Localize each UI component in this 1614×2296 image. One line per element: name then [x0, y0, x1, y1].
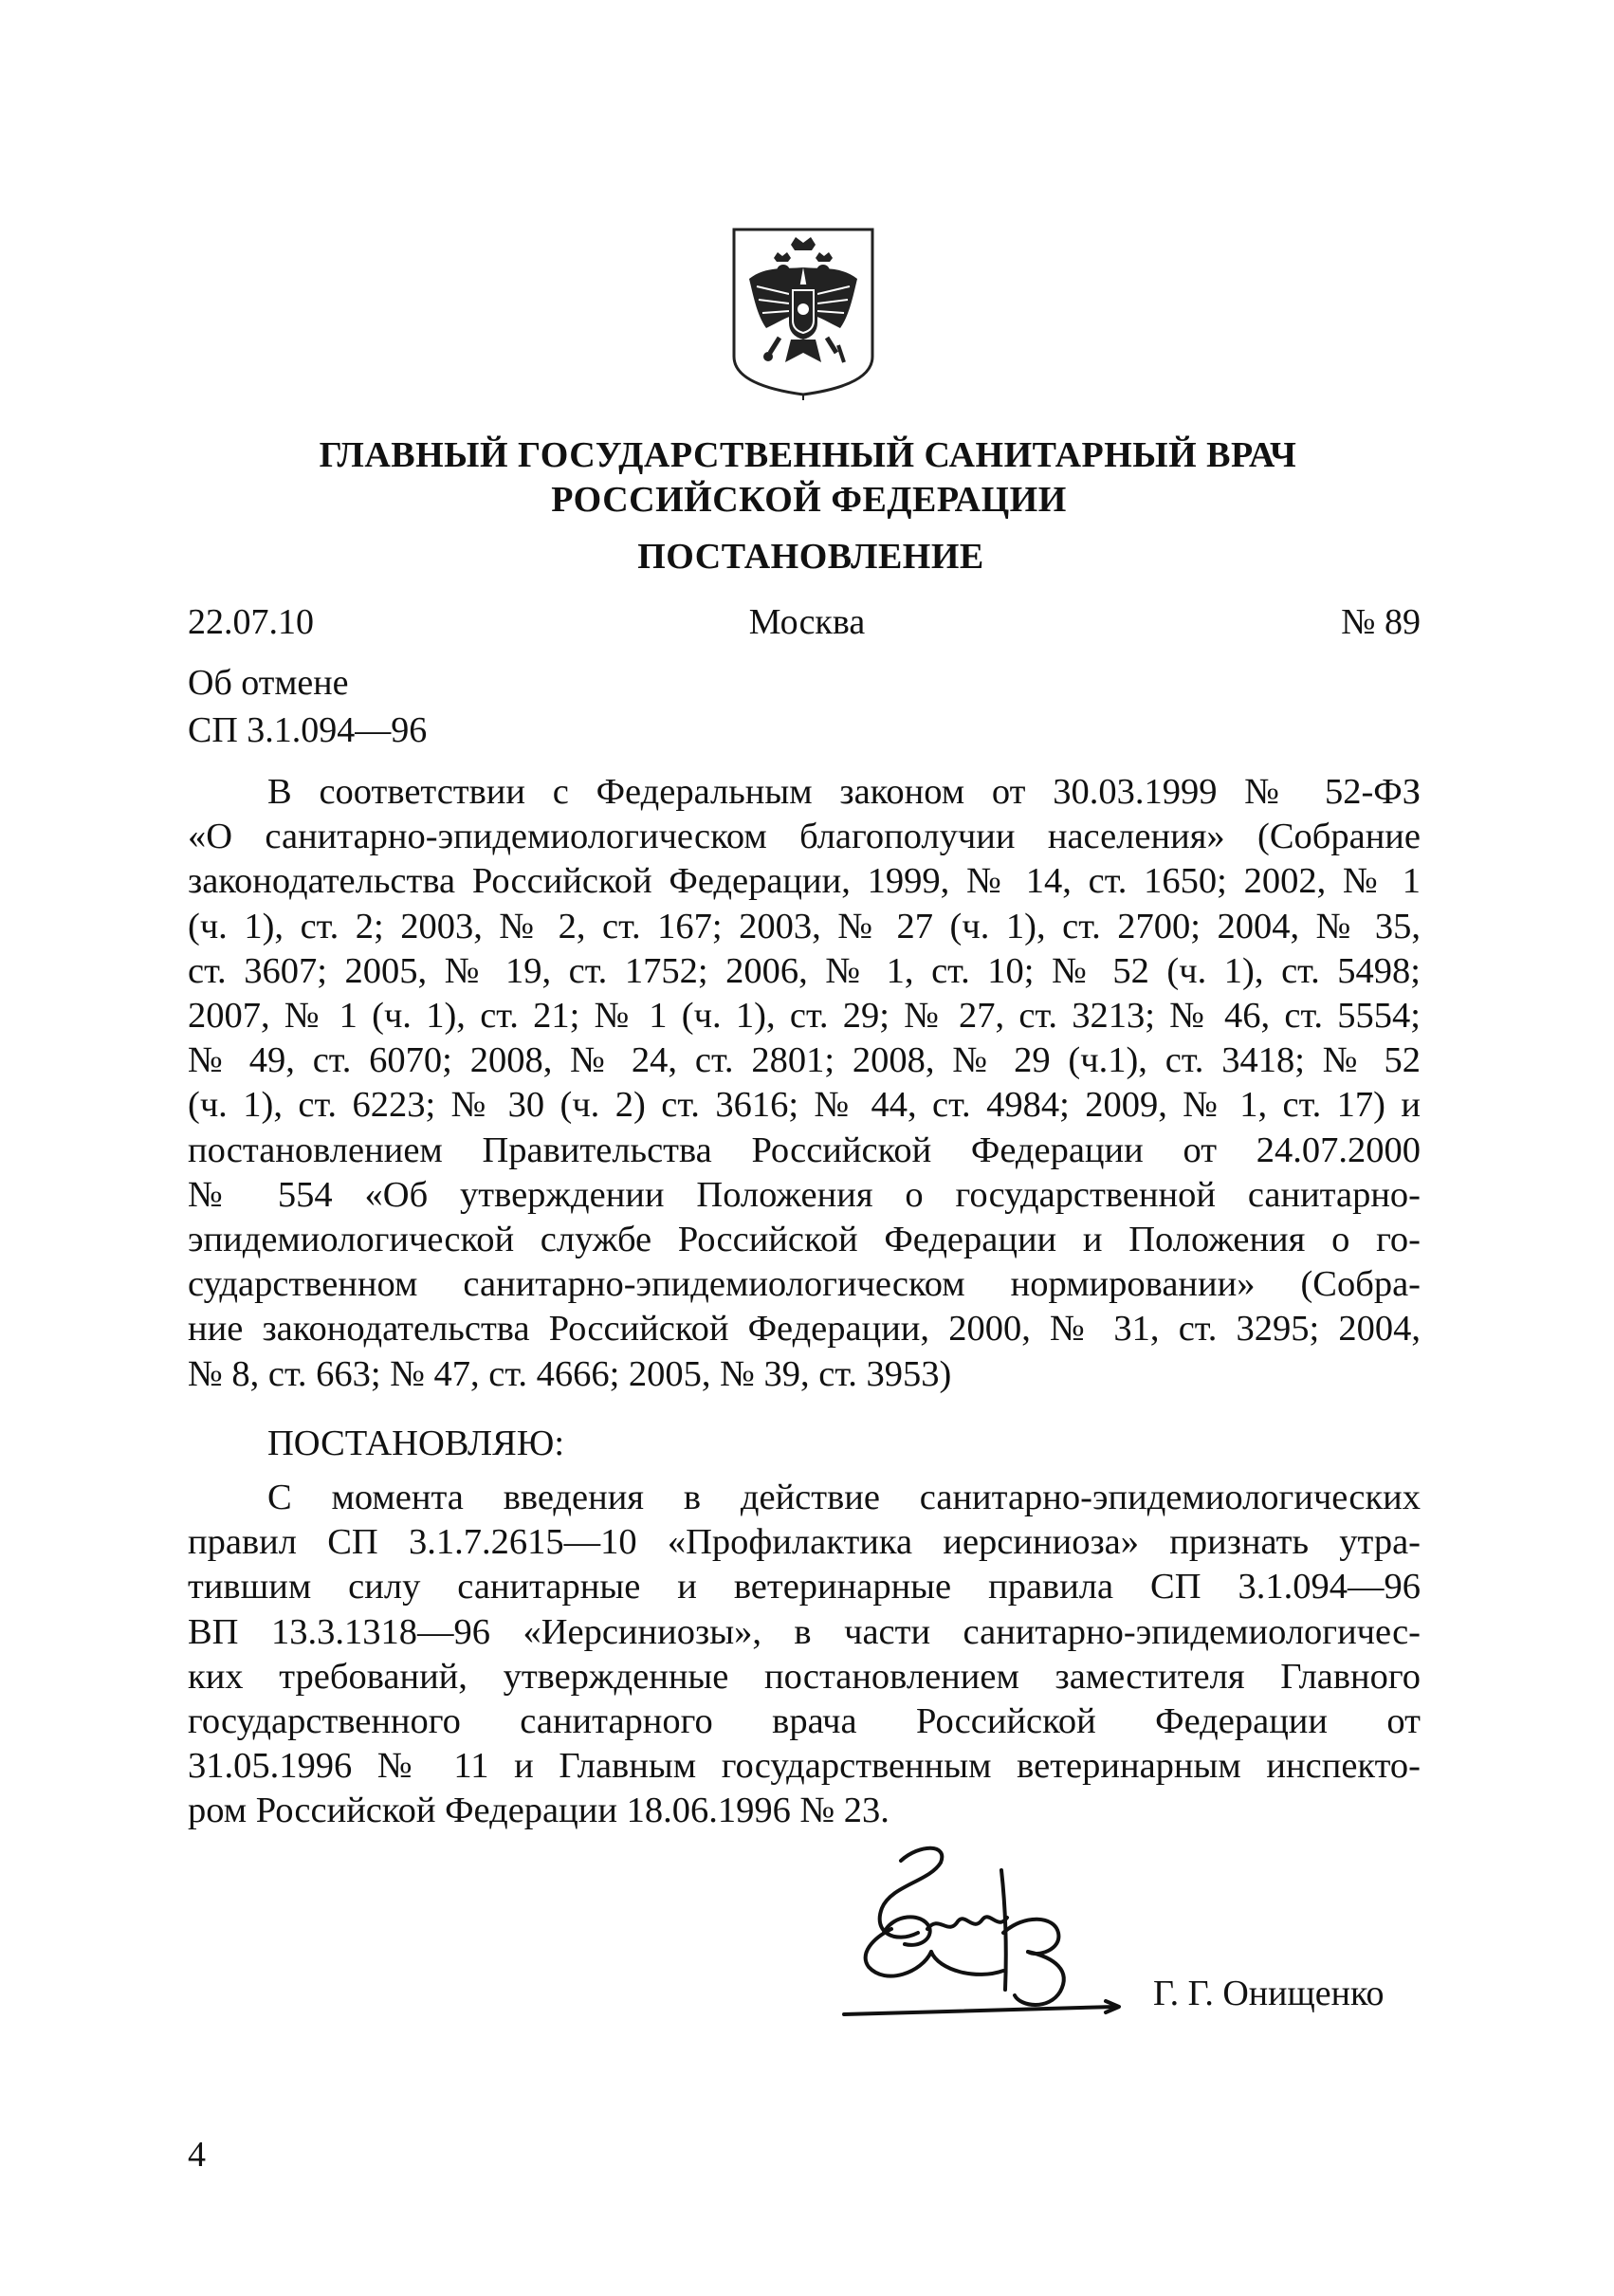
text-line: ВП 13.3.1318—96 «Иерсиниозы», в части санитарно-эпидемиологичес- [188, 1611, 1421, 1652]
page-number: 4 [188, 2135, 206, 2175]
document-date: 22.07.10 [188, 602, 314, 642]
text-line: В соответствии с Федеральным законом от 30.03.1999 № 52-ФЗ [267, 772, 1421, 812]
text-line: 31.05.1996 № 11 и Главным государственным ветеринарным инспекто- [188, 1746, 1421, 1787]
text-line: (ч. 1), ст. 2; 2003, № 2, ст. 167; 2003, № 27 (ч. 1), ст. 2700; 2004, № 35, [188, 906, 1421, 946]
text-line: № 554 «Об утверждении Положения о государственной санитарно- [188, 1174, 1421, 1215]
text-line: ром Российской Федерации 18.06.1996 № 23. [188, 1791, 890, 1831]
handwritten-signature [835, 1838, 1157, 2018]
document-number: № 89 [1341, 602, 1421, 642]
signatory-name: Г. Г. Онищенко [1153, 1974, 1385, 2013]
text-line: С момента введения в действие санитарно-эпидемиологических [267, 1478, 1421, 1517]
document-city: Москва [748, 602, 866, 642]
subject-line: СП 3.1.094—96 [188, 710, 428, 750]
text-line: эпидемиологической службе Российской Федерации и Положения о го- [188, 1220, 1421, 1260]
issuer-title-country: РОССИЙСКОЙ ФЕДЕРАЦИИ [551, 480, 1067, 520]
text-line: сударственном санитарно-эпидемиологическом нормировании» (Собра- [188, 1264, 1421, 1305]
decree-heading: ПОСТАНОВЛЯЮ: [267, 1424, 565, 1463]
text-line: 2007, № 1 (ч. 1), ст. 21; № 1 (ч. 1), ст. 29; № 27, ст. 3213; № 46, ст. 5554; [188, 996, 1421, 1037]
text-line: ние законодательства Российской Федерации, 2000, № 31, ст. 3295; 2004, [188, 1309, 1421, 1350]
text-line: правил СП 3.1.7.2615—10 «Профилактика иерсиниоза» признать утра- [188, 1522, 1421, 1563]
coat-of-arms-emblem [728, 224, 878, 400]
text-line: законодательства Российской Федерации, 1999, № 14, ст. 1650; 2002, № 1 [188, 861, 1421, 902]
text-line: «О санитарно-эпидемиологическом благополучии населения» (Собрание [188, 817, 1421, 857]
subject-line: Об отмене [188, 663, 349, 703]
text-line: постановлением Правительства Российской Федерации от 24.07.2000 [188, 1130, 1421, 1170]
text-line: тившим силу санитарные и ветеринарные правила СП 3.1.094—96 [188, 1567, 1421, 1607]
text-line: (ч. 1), ст. 6223; № 30 (ч. 2) ст. 3616; № 44, ст. 4984; 2009, № 1, ст. 17) и [188, 1085, 1421, 1126]
text-line: № 49, ст. 6070; 2008, № 24, ст. 2801; 2008, № 29 (ч.1), ст. 3418; № 52 [188, 1040, 1421, 1081]
preamble-paragraph [188, 770, 1421, 1397]
issuer-title: ГЛАВНЫЙ ГОСУДАРСТВЕННЫЙ САНИТАРНЫЙ ВРАЧ [319, 435, 1297, 475]
text-line: государственного санитарного врача Российской Федерации от [188, 1701, 1421, 1742]
document-subject [188, 659, 427, 754]
text-line: ст. 3607; 2005, № 19, ст. 1752; 2006, № 1, ст. 10; № 52 (ч. 1), ст. 5498; [188, 950, 1421, 991]
text-line: № 8, ст. 663; № 47, ст. 4666; 2005, № 39, ст. 3953) [188, 1353, 952, 1394]
text-line: ких требований, утвержденные постановлением заместителя Главного [188, 1656, 1421, 1697]
document-type: ПОСТАНОВЛЕНИЕ [637, 537, 984, 577]
decree-paragraph [188, 1476, 1421, 1834]
